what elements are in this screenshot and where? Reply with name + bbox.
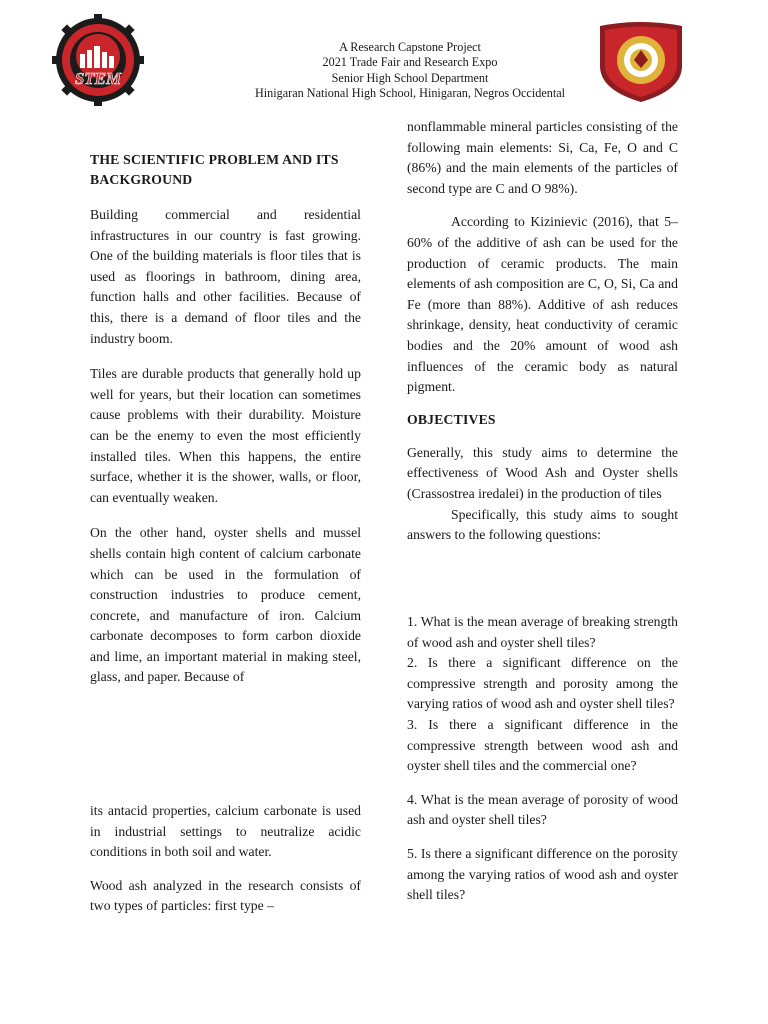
paragraph-tiles-durability: Tiles are durable products that generally hold up well for years, but their location can sometimes cause problems with their durability. Moisture can be the enemy to even the most efficiently installed tiles. When this happens, the entire surface, whether it is the shower, walls, or floor, can eventually weaken. <box>90 366 361 505</box>
paragraph-infrastructure: Building commercial and residential infrastructures in our country is fast growing. One of the building materials is floor tiles that is used as floorings in bathroom, dining area, function halls and other facilities. Because of this, there is a demand of floor tiles and the industry boom. <box>90 207 361 346</box>
header-event: 2021 Trade Fair and Research Expo <box>322 55 498 70</box>
header-project-title: A Research Capstone Project <box>339 40 481 54</box>
left-column <box>90 150 361 688</box>
research-questions <box>407 612 678 906</box>
header-school: Hinigaran National High School, Hinigaran, Negros Occidental <box>254 86 566 101</box>
paragraph-kizinievic: According to Kizinievic (2016), that 5–60% of the additive of ash can be used for the production of ceramic products. The main elements of ash composition are C, O, Si, Ca and Fe (more than 88%). Additive of ash reduces shrinkage, density, heat conductivity of ceramic bodies and the 20% amount of wood ash influences of the ceramic body as natural pigment. <box>407 214 678 395</box>
stem-logo-text: STEM <box>74 69 122 88</box>
question-item: 2. Is there a significant difference on the compressive strength and porosity among the varying ratios of wood ash and oyster shell tiles? <box>407 655 678 712</box>
paragraph-antacid: its antacid properties, calcium carbonate is used in industrial settings to neutralize acidic conditions in both soil and water. <box>90 803 361 860</box>
question-item: 5. Is there a significant difference on the porosity among the varying ratios of wood ash and oyster shell tiles? <box>407 845 678 903</box>
paragraph-general-objective: Generally, this study aims to determine the effectiveness of Wood Ash and Oyster shells (Crassostrea iredalei) in the production of tiles <box>407 444 678 501</box>
question-item: 1. What is the mean average of breaking strength of wood ash and oyster shell tiles? <box>407 614 678 650</box>
header-department: Senior High School Department <box>331 70 489 85</box>
paragraph-mineral-particles: nonflammable mineral particles consisting of the following main elements: Si, Ca, Fe, O and C (86%) and the main elements of the particles of second type are C and O 98%). <box>407 119 678 196</box>
right-column <box>407 117 678 546</box>
document-header <box>210 40 610 102</box>
question-item: 4. What is the mean average of porosity of wood ash and oyster shell tiles? <box>407 791 678 828</box>
paragraph-oyster-shells: On the other hand, oyster shells and mussel shells contain high content of calcium carbonate which can be used in the formulation of construction industries to produce cement, concrete, and manufacture of iron. Calcium carbonate decomposes to form carbon dioxide and lime, an important material in making steel, glass, and paper. Because of <box>90 525 361 685</box>
stem-logo <box>50 14 146 106</box>
paragraph-wood-ash: Wood ash analyzed in the research consists of two types of particles: first type – <box>90 877 361 914</box>
section-heading-objectives: OBJECTIVES <box>407 411 496 427</box>
question-item: 3. Is there a significant difference in the compressive strength between wood ash and oyster shell tiles and the commercial one? <box>407 716 678 774</box>
section-heading-problem: THE SCIENTIFIC PROBLEM AND ITS BACKGROUND <box>90 152 339 187</box>
left-column-lower <box>90 801 361 917</box>
paragraph-specific-objective: Specifically, this study aims to sought answers to the following questions: <box>407 506 678 543</box>
